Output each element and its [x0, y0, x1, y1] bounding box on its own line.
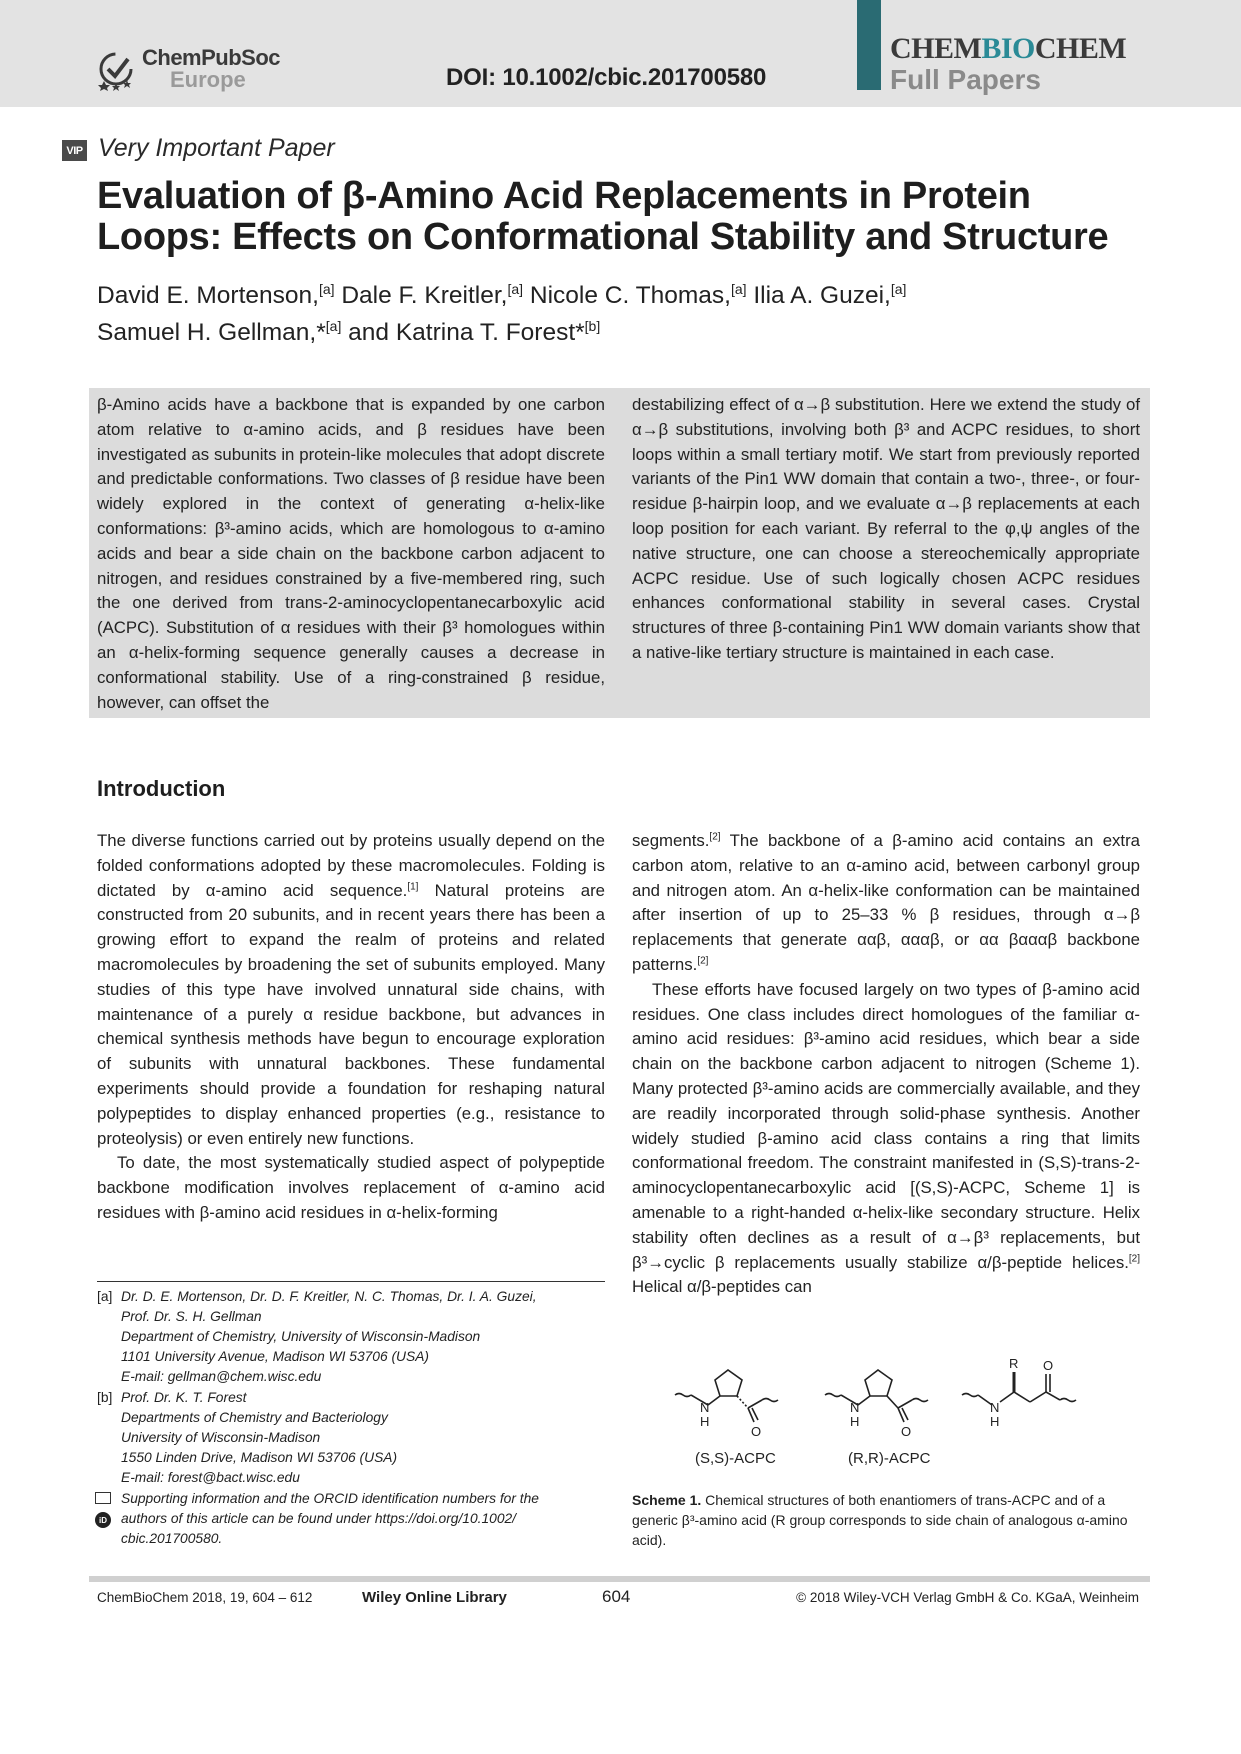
atom-h-label: H: [850, 1414, 860, 1429]
author-list: [97, 274, 1097, 348]
ss-acpc-structure: [675, 1370, 778, 1422]
affiliation-a: [a] Dr. D. E. Mortenson, Dr. D. F. Kreitler, N. C. Thomas, Dr. I. A. Guzei, Prof. Dr. S. H. Gellman Department of Chemistry, University of Wisconsin-Madison 1101 University Avenue, Madison WI 53706 (USA) E-mail: gellman@chem.wisc.edu: [97, 1287, 537, 1387]
body-right-column: [632, 829, 1140, 1300]
body-left-column: [97, 829, 605, 1226]
publisher-logo[interactable]: [96, 44, 280, 94]
section-label: Full Papers: [890, 64, 1041, 95]
intro-paragraph-2: To date, the most systematically studied aspect of polypeptide backbone modification involves replacement of α-amino acid residues with β-amino acid residues in α-helix-forming: [97, 1153, 605, 1222]
affiliation-line: Department of Chemistry, University of Wisconsin-Madison: [121, 1329, 481, 1344]
author-name: Nicole C. Thomas,: [523, 282, 731, 310]
supporting-info-line: Supporting information and the ORCID identification numbers for the: [121, 1491, 539, 1506]
atom-n-label: N: [850, 1400, 860, 1415]
intro-paragraph-1: The diverse functions carried out by proteins usually depend on the folded conformations adopted by these macromolecules. Folding is dictated by α-amino acid sequence.[1] Natural proteins are constructed from 20 subunits, and in recent years there has been a growing effort to expand the realm of proteins and related macromolecules by broadening the set of subunits employed. Many studies of this type have involved unnatural side chains, with maintenance of a purely α residue backbone, but advances in chemical synthesis methods have begun to encourage exploration of subunits with unnatural backbones. These fundamental experiments should provide a foundation for reshaping natural polypeptides to display enhanced properties (e.g., resistance to proteolysis) or even entirely new functions.: [97, 831, 605, 1148]
affiliation-line: E-mail: forest@bact.wisc.edu: [121, 1470, 300, 1485]
footnote-rule: [97, 1281, 605, 1282]
atom-n-label: N: [990, 1400, 1000, 1415]
footer-rule: [89, 1576, 1150, 1582]
rr-acpc-structure: [825, 1370, 928, 1422]
atom-o-label: O: [901, 1424, 912, 1439]
atom-o-label: O: [1043, 1358, 1054, 1373]
authors-line2: Samuel H. Gellman,*[a] and Katrina T. Forest*[b]: [97, 318, 601, 347]
affiliation-line: Dr. D. E. Mortenson, Dr. D. F. Kreitler, N. C. Thomas, Dr. I. A. Guzei,: [121, 1289, 537, 1304]
affiliation-line: Prof. Dr. K. T. Forest: [121, 1390, 247, 1405]
section-heading: Introduction: [97, 776, 226, 801]
affiliation-line: 1101 University Avenue, Madison WI 53706 (USA): [121, 1349, 430, 1364]
supporting-info-note[interactable]: [97, 1489, 539, 1549]
atom-n-label: N: [700, 1400, 710, 1415]
affiliation-ref: [a]: [730, 281, 747, 297]
intro-paragraph-4: These efforts have focused largely on two types of β-amino acid residues. One class includes direct homologues of the familiar α-amino acid residues: β³-amino acid residues, which bear a side chain on the backbone carbon adjacent to nitrogen (Scheme 1). Many protected β³-amino acids are commercially available, and they are readily incorporated through solid-phase synthesis. Another widely studied β-amino acid class contains a ring that limits conformational freedom. The constraint manifested in (S,S)-trans-2-aminocyclopentanecarboxylic acid [(S,S)-ACPC, Scheme 1] is amenable to a right-handed α-helix-like secondary structure. Helix stability often declines as a result of α→β³ replacements, but β³→cyclic β replacements usually stabilize α/β-peptide helices.[2] Helical α/β-peptides can: [632, 979, 1140, 1297]
affiliation-ref: [a]: [890, 281, 907, 297]
logo-line2: Europe: [170, 67, 246, 92]
affiliation-line: Departments of Chemistry and Bacteriology: [121, 1410, 388, 1425]
orcid-icon: iD: [95, 1512, 111, 1528]
authors-line1: [97, 274, 1097, 311]
citation-ref[interactable]: [2]: [697, 955, 709, 967]
atom-h-label: H: [990, 1414, 1000, 1429]
abstract-left: β-Amino acids have a backbone that is expanded by one carbon atom relative to α-amino acids, and β residues have been investigated as subunits in protein-like molecules that adopt discrete and predictable conformations. Two classes of β residue have been widely explored in the context of generating α-helix-like conformations: β³-amino acids, which are homologous to α-amino acids and bear a side chain on the backbone carbon adjacent to nitrogen, and residues constrained by a five-membered ring, such the one derived from trans-2-aminocyclopentanecarboxylic acid (ACPC). Substitution of α residues with their β³ homologues within an α-helix-forming sequence generally causes a decrease in conformational stability. Use of a ring-constrained β residue, however, can offset the: [97, 395, 605, 712]
paper-title: Evaluation of β-Amino Acid Replacements in Protein Loops: Effects on Conformational Stability and Structure: [97, 175, 1109, 258]
author-name: David E. Mortenson,: [97, 282, 319, 310]
vip-badge-icon: VIP: [62, 140, 87, 161]
vip-label: Very Important Paper: [98, 134, 335, 162]
citation-ref[interactable]: [2]: [1128, 1252, 1140, 1264]
author-name: Dale F. Kreitler,: [334, 282, 508, 310]
beta3-amino-acid-structure: [962, 1372, 1076, 1405]
footer-citation: ChemBioChem 2018, 19, 604 – 612: [97, 1590, 313, 1605]
affiliation-b: [b] Prof. Dr. K. T. Forest Departments of Chemistry and Bacteriology University of Wisconsin-Madison 1550 Linden Drive, Madison WI 53706 (USA) E-mail: forest@bact.wisc.edu: [97, 1388, 397, 1488]
atom-o-label: O: [751, 1424, 762, 1439]
atom-h-label: H: [700, 1414, 710, 1429]
page-number: 604: [602, 1587, 631, 1606]
wiley-online-library-link[interactable]: Wiley Online Library: [362, 1589, 507, 1606]
journal-accent-bar: [857, 0, 881, 90]
affiliation-line: E-mail: gellman@chem.wisc.edu: [121, 1369, 322, 1384]
citation-ref[interactable]: [1]: [407, 881, 419, 892]
chempubsoc-logo-icon: [96, 47, 136, 91]
footer-copyright: © 2018 Wiley-VCH Verlag GmbH & Co. KGaA, Weinheim: [796, 1590, 1139, 1605]
affiliation-ref: [a]: [318, 281, 335, 297]
abstract-right: destabilizing effect of α→β substitution. Here we extend the study of α→β substitutions, involving both β³ and ACPC residues, to short loops within a small tertiary motif. We start from previously reported variants of the Pin1 WW domain that contain a two-, three-, or four-residue β-hairpin loop, and we evaluate α→β replacements at each loop position for each variant. By referral to the φ,ψ angles of the native structure, one can choose a stereochemically appropriate ACPC residue. Use of such logically chosen ACPC residues enhances conformational stability in several cases. Crystal structures of three β-containing Pin1 WW domain variants show that a native-like tertiary structure is maintained in each case.: [632, 395, 1140, 662]
doi-link[interactable]: DOI: 10.1002/cbic.201700580: [446, 64, 767, 91]
supporting-info-line: cbic.201700580.: [121, 1531, 223, 1546]
journal-name: CHEMBIOCHEM: [890, 32, 1127, 65]
affiliation-line: 1550 Linden Drive, Madison WI 53706 (USA): [121, 1450, 398, 1465]
author-name: Ilia A. Guzei,: [746, 282, 891, 310]
rr-acpc-label: (R,R)-ACPC: [848, 1450, 931, 1467]
supporting-info-line: authors of this article can be found under https://doi.org/10.1002/: [121, 1511, 517, 1526]
citation-ref[interactable]: [2]: [709, 831, 721, 843]
atom-r-label: R: [1009, 1356, 1019, 1371]
ss-acpc-label: (S,S)-ACPC: [695, 1450, 776, 1467]
affiliation-ref: [a]: [507, 281, 524, 297]
affiliation-line: Prof. Dr. S. H. Gellman: [121, 1309, 262, 1324]
logo-line1: ChemPubSoc: [142, 45, 281, 70]
journal-title: [890, 34, 1126, 94]
scheme-caption: Scheme 1. Chemical structures of both enantiomers of trans-ACPC and of a generic β³-amino acid (R group corresponds to side chain of analogous α-amino acid).: [632, 1492, 1128, 1548]
affiliation-line: University of Wisconsin-Madison: [121, 1430, 321, 1445]
intro-paragraph-3: segments.[2] The backbone of a β-amino acid contains an extra carbon atom, relative to an α-amino acid, between carbonyl group and nitrogen atom. An α-helix-like conformation can be maintained after insertion of up to 25–33 % β residues, through α→β replacements that generate ααβ, αααβ, or αα βαααβ backbone patterns.[2]: [632, 831, 1140, 974]
